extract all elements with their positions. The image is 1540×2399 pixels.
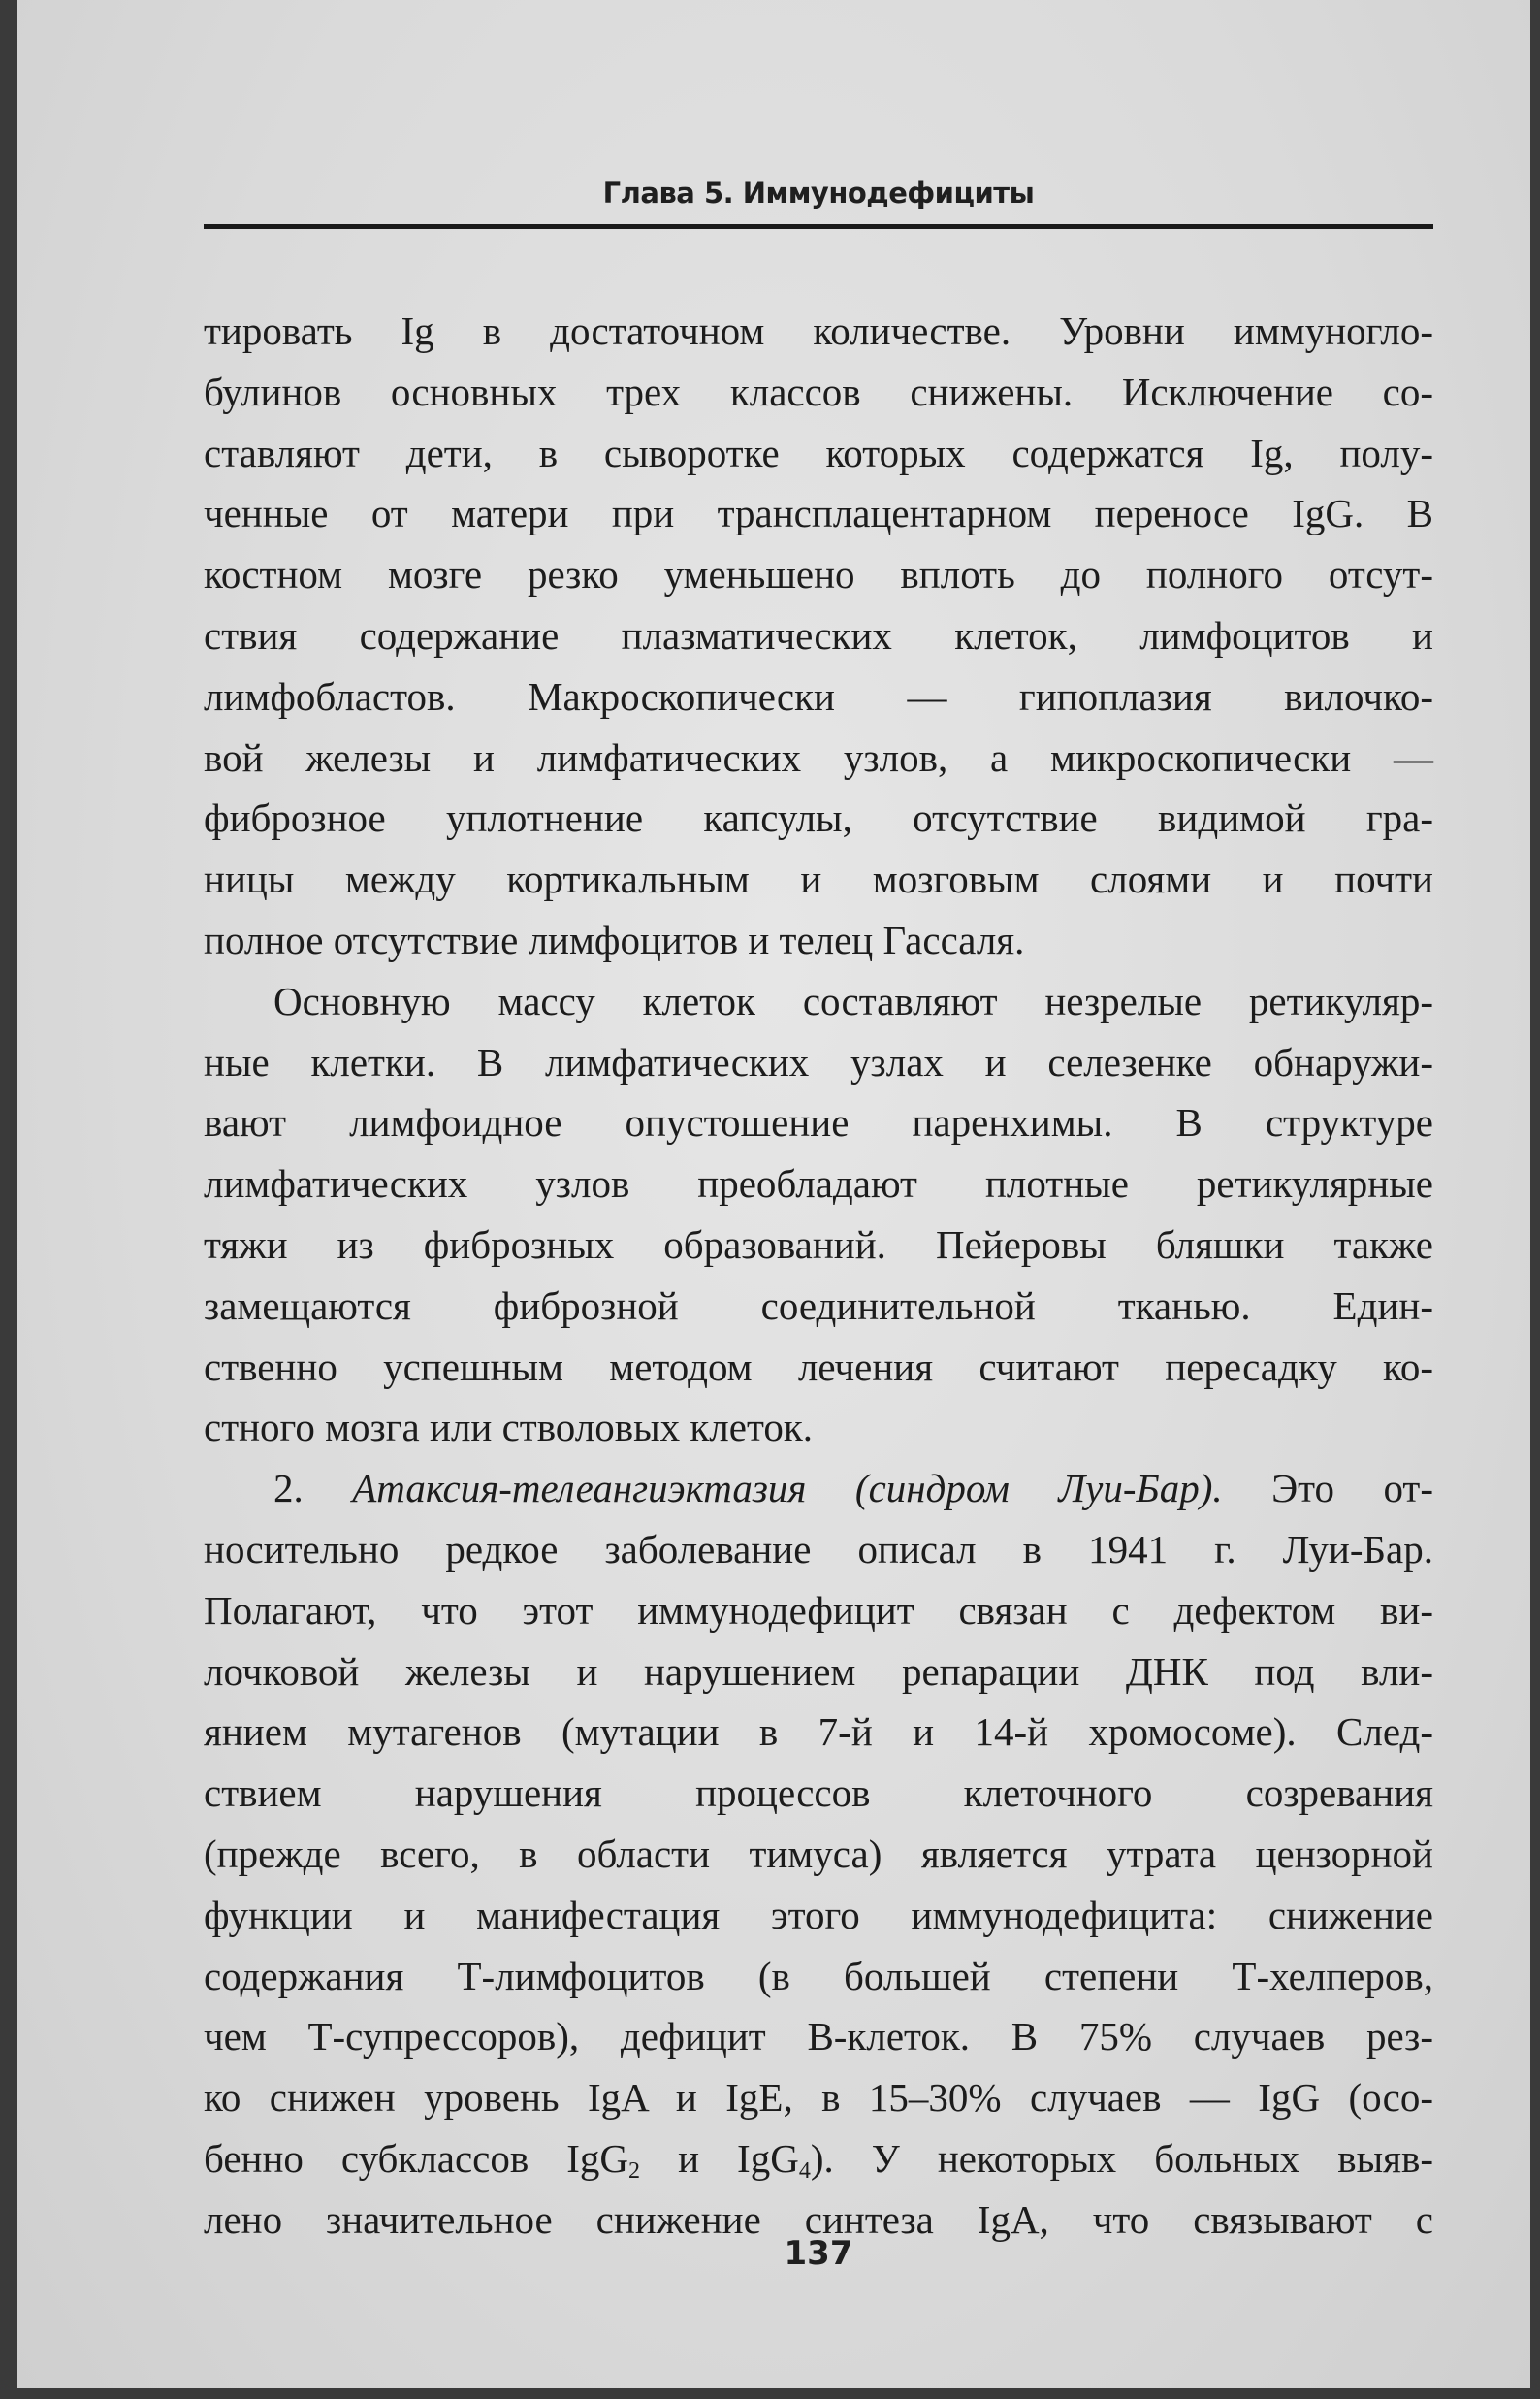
header-rule: [204, 224, 1433, 229]
line-continuation: Это от-: [1222, 1466, 1433, 1511]
text-line: замещаются фиброзной соединительной тканью. Един-: [204, 1282, 1433, 1328]
text-fragment: и IgG: [640, 2135, 799, 2181]
text-line-paragraph-end: стного мозга или стволовых клеток.: [204, 1405, 813, 1450]
page-number: 137: [784, 2234, 853, 2273]
text-line: ставляют дети, в сыворотке которых содержатся Ig, полу-: [204, 430, 1433, 475]
text-line: чем Т-супрессоров), дефицит В-клеток. В 75% случаев рез-: [204, 2014, 1433, 2059]
text-line: лимфобластов. Макроскопически — гипоплазия вилочко-: [204, 673, 1433, 719]
text-fragment: ). У некоторых больных выяв-: [810, 2135, 1433, 2181]
text-line: [204, 2128, 1433, 2189]
text-line: булинов основных трех классов снижены. Исключение со-: [204, 369, 1433, 414]
list-number: 2.: [273, 1466, 353, 1511]
text-line: ченные от матери при трансплацентарном переносе IgG. В: [204, 491, 1433, 536]
text-line-paragraph-end: полное отсутствие лимфоцитов и телец Гассаля.: [204, 917, 1025, 962]
subscript: 2: [628, 2157, 641, 2184]
book-page: [17, 0, 1530, 2388]
text-line: янием мутагенов (мутации в 7-й и 14-й хромосоме). След-: [204, 1709, 1433, 1755]
text-line: ко снижен уровень IgA и IgE, в 15–30% случаев — IgG (осо-: [204, 2075, 1433, 2121]
text-fragment: бенно субклассов IgG: [204, 2135, 629, 2181]
subscript: 4: [798, 2157, 811, 2184]
text-line: (прежде всего, в области тимуса) является утрата цензорной: [204, 1831, 1433, 1876]
text-line: ственно успешным методом лечения считают пересадку ко-: [204, 1344, 1433, 1389]
text-line: тяжи из фиброзных образований. Пейеровы бляшки также: [204, 1221, 1433, 1267]
text-line: фиброзное уплотнение капсулы, отсутствие видимой гра-: [204, 795, 1433, 841]
text-line: ные клетки. В лимфатических узлах и селезенке обнаружи-: [204, 1039, 1433, 1085]
text-line: ствия содержание плазматических клеток, лимфоцитов и: [204, 612, 1433, 658]
text-line: Полагают, что этот иммунодефицит связан с дефектом ви-: [204, 1587, 1433, 1633]
text-line: ствием нарушения процессов клеточного созревания: [204, 1770, 1433, 1816]
text-line: вают лимфоидное опустошение паренхимы. В структуре: [204, 1100, 1433, 1146]
text-line: вой железы и лимфатических узлов, а микроскопически —: [204, 734, 1433, 780]
text-line: лимфатических узлов преобладают плотные ретикулярные: [204, 1161, 1433, 1207]
text-line: содержания Т-лимфоцитов (в большей степени Т-хелперов,: [204, 1953, 1433, 1998]
text-line: лочковой железы и нарушением репарации ДНК под вли-: [204, 1648, 1433, 1694]
text-line: костном мозге резко уменьшено вплоть до полного отсут-: [204, 552, 1433, 598]
text-line: лено значительное снижение синтеза IgA, что связывают с: [204, 2196, 1433, 2242]
text-line: тировать Ig в достаточном количестве. Уровни иммуногло-: [204, 308, 1433, 353]
text-line-paragraph-start: Основную массу клеток составляют незрелые ретикуляр-: [273, 978, 1433, 1023]
section-term-italic: Атаксия-телеангиэктазия (синдром Луи-Бар).: [352, 1466, 1223, 1511]
text-line-paragraph-start: [204, 1458, 1433, 1519]
text-line: носительно редкое заболевание описал в 1941 г. Луи-Бар.: [204, 1526, 1433, 1572]
text-line: функции и манифестация этого иммунодефицита: снижение: [204, 1892, 1433, 1937]
running-title: Глава 5. Иммунодефициты: [602, 177, 1035, 210]
body-text: [204, 301, 1433, 2251]
text-line: ницы между кортикальным и мозговым слоями и почти: [204, 857, 1433, 902]
